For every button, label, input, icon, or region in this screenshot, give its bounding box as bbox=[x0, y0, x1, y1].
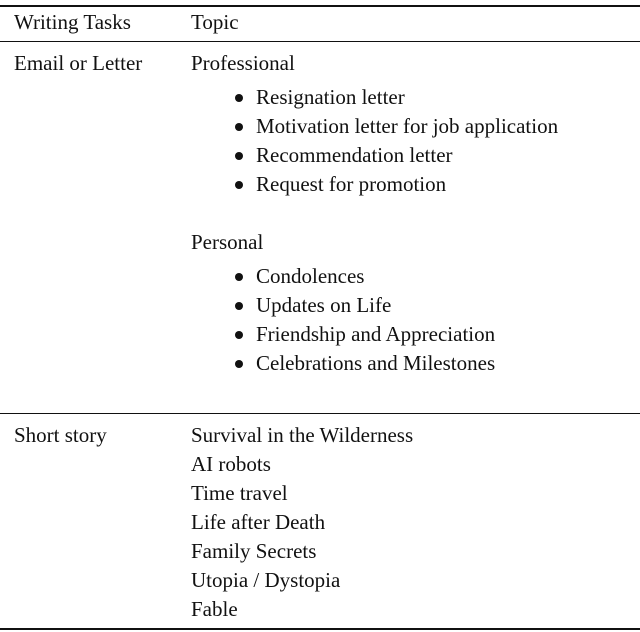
group-label-professional: Professional bbox=[191, 51, 295, 75]
task-email-or-letter: Email or Letter bbox=[14, 51, 143, 75]
list-item: Time travel bbox=[191, 481, 288, 505]
bullet-icon bbox=[235, 181, 243, 189]
bullet-icon bbox=[235, 360, 243, 368]
list-item: Survival in the Wilderness bbox=[191, 423, 414, 447]
short-story-topic-list bbox=[191, 421, 413, 624]
list-item: Request for promotion bbox=[234, 170, 558, 199]
bullet-icon bbox=[235, 94, 243, 102]
list-item: Recommendation letter bbox=[234, 141, 558, 170]
list-item: Condolences bbox=[234, 262, 495, 291]
table-top-rule bbox=[0, 5, 640, 7]
list-item: Motivation letter for job application bbox=[234, 112, 558, 141]
group-label-personal: Personal bbox=[191, 230, 264, 254]
list-item: Resignation letter bbox=[234, 83, 558, 112]
list-item: Fable bbox=[191, 597, 238, 621]
task-short-story: Short story bbox=[14, 423, 107, 447]
bullet-icon bbox=[235, 302, 243, 310]
list-item: Life after Death bbox=[191, 510, 326, 534]
list-item: Updates on Life bbox=[234, 291, 495, 320]
table-bottom-rule bbox=[0, 628, 640, 630]
bullet-icon bbox=[235, 123, 243, 131]
header-topic: Topic bbox=[191, 10, 239, 34]
list-item: AI robots bbox=[191, 452, 271, 476]
list-item: Utopia / Dystopia bbox=[191, 568, 341, 592]
header-rule bbox=[0, 41, 640, 42]
bullet-icon bbox=[235, 152, 243, 160]
header-writing-tasks: Writing Tasks bbox=[14, 10, 131, 34]
list-item: Family Secrets bbox=[191, 539, 317, 563]
bullet-icon bbox=[235, 331, 243, 339]
professional-topic-list bbox=[234, 83, 558, 199]
personal-topic-list bbox=[234, 262, 495, 378]
list-item: Celebrations and Milestones bbox=[234, 349, 495, 378]
row-separator-rule bbox=[0, 413, 640, 414]
bullet-icon bbox=[235, 273, 243, 281]
list-item: Friendship and Appreciation bbox=[234, 320, 495, 349]
